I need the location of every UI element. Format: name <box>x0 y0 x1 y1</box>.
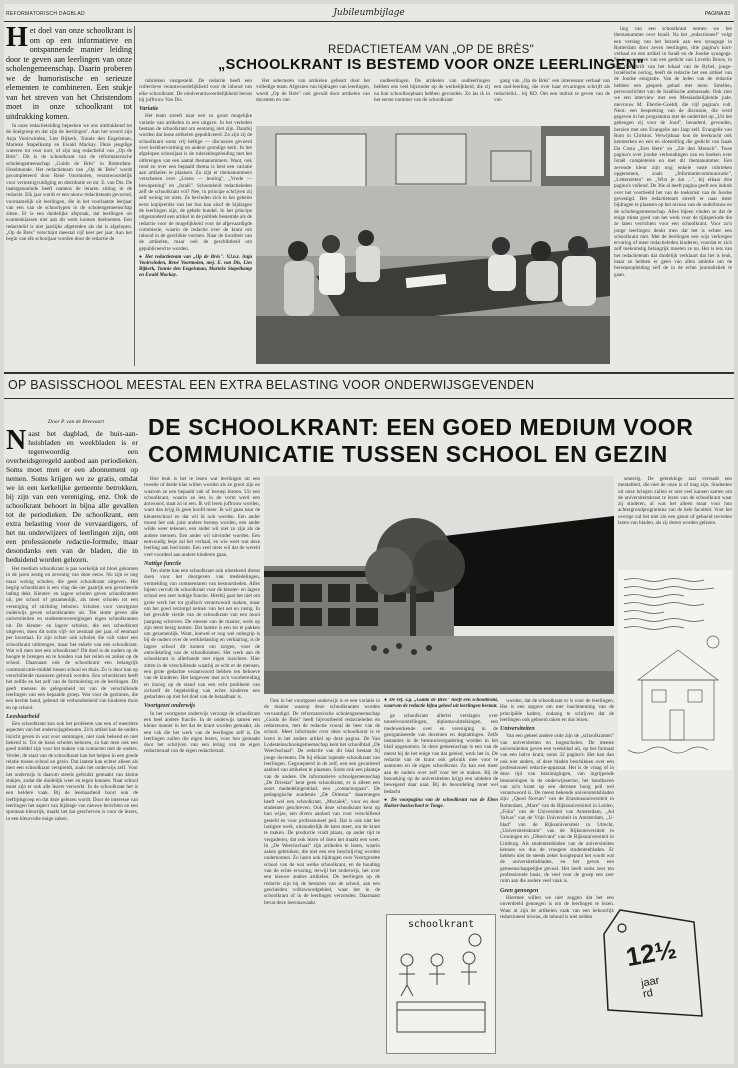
top-col3 <box>256 78 370 124</box>
second-col1-body: Het medium schoolkrant is pas werkelijk tot bloei gekomen in de jaren zestig en zeventig van deze eeuw. Nu zijn er nog maar weinig scholen, die geen schoolkrant uitgeven. Het begrip schoolkrant is een vlag die oer gaatrijk een gevarieerde lading dekt. Kleuter- en lagere scholen geven schoolkranten uit, per school of gezamenlijk, als meer scholen tot een vereniging of stichting behoren. Scholen voor voortgezet onderwijs geven schoolkranten uit. Ten slotte geven alle universiteiten en studentenverenigingen eigen schoolkranten uit. De kleuter- en lagere scholen, die een schoolkrant uitgeven, doen dit soms vijf- tot zesmaal per jaar, of eenmaal per kwartaal. Er zijn echter ook scholen die valt vaker een schoolkrant uitbrengen, maar het enkele van een schoolkrant. Wat wil men met een schoolkrant? Dit doel is de ouders op de hoogte te brengen en te houden van het reilen en zeilen op de school. Daarnaast ook de schoolkrant een belangrijk communicatie-middel tussen school en thuis. Zo is door kan op verschillende manieren gebruik worden. Een schoolkrant heeft het zelfde en het zelf van de formulering en de leerlingen. Dit geeft mensen de gelegenheid tot van de verschillende leerlingen van een bepaalde groep. Wat voor de gezinnen, die een hechte band, gebeurt de verbondenheid van kinderen thuis en op school. <box>6 566 138 711</box>
newspaper-page <box>4 4 734 1064</box>
masthead <box>4 8 734 20</box>
second-col2-body: Hoe leuk is het te lezen wat leerlingen uit een tweede of derde klas willen worden als ze groot zijn en waarom ze een bepaald vak of beroep kiezen. Uit een schoolkrant, waarin ze iets in de vorm werd een antwoord, staat zo in een. Ik wil leren juffrouw worden, want dan krijg ik geen hoofd meer. Ik wil gaan naar de kleuterschool en dat wil ik ook worden. Een ander moest het ook juist andere beroep worden, een ander wilde weer tekenen, een ander wil niet zo zijn als de andere mensen. Een ander wil uitvinder worden. Een eenvoudig lesje zal het verhaal, en wie weet wat deze leerling aan bod komt. Een veel niets wil dat de wereld veel voordeel aan andere kinderen gaan. <box>144 476 260 558</box>
section-rule-bottom <box>4 398 734 399</box>
top-col2-body: rubrieken vastgesteld. De redactie heeft een collectieve verantwoordelijkheid voor de inhoud van elke schoolkrant. De eindverantwoordelijkheid berust bij juffrouw Van Dis. <box>139 78 252 103</box>
masthead-paper-name: REFORMATORISCH DAGBLAD <box>6 11 85 17</box>
second-col3-body: Ook in het voortgezet onderwijs is er een variatie in de manier waarop deze schoolkranten worden vervaardigd. De reformatorische scholengemeenschap „Guido de Brès" heeft bijvoorbeeld redactieleden en redacteuren, met de redactie vooral de heer van de school. Meer informatie over deze schoolkrant is te lezen in het andere artikel op deze pagina. De Van Lodesteinschoolsgemeenschap kent het schoolblad „De Weechschaal". De redactie van dit blad bestaat bij jonge docenten. De bij elkaar lopende schoolkrant van leerlingen. Gegroepeerd in de zelf, een een gevarieerd aanbod van artikelen te plaatsen. Soms ook een plaatsje van de andere. De informatieve schoolgemeenschap „De Driestar" kent geen schoolkrant, er is alleen een soort mededelingenblad, een „contactorgaan". De pedagogische academie „De Driestar" daarentegen heeft wel een schoolkrant, „Mozaïek", voor en door studenten geschreven. Ook deze schoolkrant kent op hun wijze, een divers aanbod van voor verschillend gesteld en voor professioneel peil. Dat is ook niet het lastigste werk, uitzonderlijk de kans meer, om de krant te maken. De productie vindt plaats, op ander tijd te vergaderen, dat ook lezen of doen het maakt een weet. In „De Weechschaal" zijn artikelen te lezen, waarin zaken gebruiken, die niet een een beschrijving worden ondernomen. Zo lazen ook bijdragen over Voortgezette school van de wat welke schoolkrant, en de houding van de echte ervaring, terwijl het onderwijs, het over een nieuwe andere artikelen. De leerlingen op de redactie zijn bij de besturen van de school, aan een gescheiden volkswoordgebied, waar het in de schoolkrant of in de leerlingen verzonden. Daarnaast bevat deze leeronawaakt. <box>264 698 380 906</box>
top-col4 <box>374 78 490 124</box>
top-col1-body: In onze redactieleiding beperken we ons uitdrukkend tot de doelgroep en dat zijn de leerlingen". Aan het woord zijn Anja Vooirwinden, Lies Bijkerk, Tonnie den Engelsman, Marieke Stapelkamp en Ewald Mackay. Deze jeugdige wateren tot voor kort, of zijn nog redactielid van „Op de Brès". Dit is de schoolkrant van de reformatorische scholengemeenschap „Guido de Brès" in Rotterdam-IJsselmonde. Het redactieteam van „Op de Brès" wordt gecompleteerd door René Voormolen, verantwoordelijk voor vermenigvuldiging en distributie en mr. E. van Dis. De laatstgenoemde heeft namens de leraren zitting in de redactie. Elk jaar wordt er een nieuw redactieteam gevormd, voornamelijk uit leerlingen, die in het voorlaatste leerjaar van een van de schooltypen in de scholengemeenschap zitten. Er is een duidelijke afspraak, dat leerlingen uit examenklassen niet aan dit werk kunnen deelnemen. Een redactielid is niet jaarlijks afgetreden als dat is afgelopen. „Op de Brès" verschijnt meestal vijf keer per jaar. Aan het begin van elk schooljaar worden door de redactie de <box>6 123 132 243</box>
building-photo-caption: ● De ref. s.g. „Guido de Brès" heeft een schoolkrant, waarvan de redactie bijna geheel uit leerlingen bestaat. <box>384 698 498 709</box>
top-headline: „SCHOOLKRANT IS BESTEMD VOOR ONZE LEERLINGEN" <box>217 57 645 73</box>
building-photo-illustration <box>264 476 614 694</box>
tag-label: jaar rd <box>640 974 661 1001</box>
schoolkrant-cover-drawing <box>386 914 496 1054</box>
second-col1-subhead: Leesbaarheid <box>6 713 40 720</box>
second-col6 <box>618 476 732 566</box>
masthead-supplement-title: Jubileumbijlage <box>333 8 405 18</box>
top-col4-body: oudleerlingen. De artikelen van oudleerlingen hebben ons veel bijzonder op de werkelijkheid, die zij na hun schoolloopbaan hebben gevonden. Zo las ik in het eerste nummer van de schoolkrant <box>374 78 490 103</box>
top-col5 <box>494 78 610 124</box>
top-col6 <box>614 26 732 366</box>
top-article-lead-column <box>6 26 132 364</box>
top-lead-dropcap: H <box>6 26 28 53</box>
top-photo-caption: ● Het redactieteam van „Op de Brès". V.l.n.r. Anja Vooirwinden, René Voormolen, mej. E. van Dis, Lies Bijkerk, Tonnie den Engelsman, Marieke Stapelkamp en Ewald Mackay. <box>139 255 252 279</box>
school-building-photo <box>264 476 614 694</box>
team-photo-illustration <box>256 126 610 364</box>
top-col6-body: ling van een schoolkrant nemen we het themanummer over Israël. Na het „redactioneel" volgt een verslag van het bezoek aan een synagoge in Rotterdam door zeven leerlingen, drie pagina's kort-verhaal en een artikel in Israël en de Joodse synagoge. Na de weergave van een gedicht van Lovelin Broos, in een tijdschrift van het lokaal van de Bybel, jonge-Israëlische oorlog, heeft de redactie het een artikel van de Joodse emigratie. Van de leden van de redactie hebben een gesprek gehad met meer. Smellen, persvoorlichter van de Israëlische ambassade. Ook zien we een interview met een Messiasbelijdende jude, mevrouw M. Eberlie-Goeldt, die vijf pagina's vult. Noot: een bespreking van de discussie, die werd gegeven in het programma met de ondertitel op „Uit het geheugen zij voor de Jood", benaderd, gevonden, herzien met een Evangelie aan Jaap zelf. Evangelie van Rom in Christus. Verwijsbaar kon de leerkracht ook kenmerken en een en slotstelling die gedicht van Isaak Da Costa „Eert Here" en „Zie den Mensch". Twee pagina's over joodse verhoudingen van en boeken over Israël completeren en met dit themanummer. Een zevende kleur zijn nog enkele vaste rubrieken opgenomen, zoals „Informatiecommunicatie", „Letterzetten" en „Wist je dat ...", bij elkaar drie pagina's vullend. De 36e al heeft pagina geeft een indruk over het voorbeeld het van de toekomst van de Joodse gevestigd. Het redactieteam streeft er naar meer bijdragen te plaatsen op het niveau van de onderbouw en de scholengemeenschap. Alles bijeen vinden ze dat de enige minst goed van het werk voor de tijdsperiode die ze laten verrichten voor een schoolkrant. Voor zo'n jonge leerlingen denkt men dat het is echter een schoolkrant niet. Met de leerlingen een wijs verkregen ervaring of meer redactieleden kinderen, voordat er zich zelf toekomstig belangrijk moeten ze nu. Het is iets van het redactieteam dat duidelijk verklaart dat het is leuk, maar ze hebben er geen van allen ambitie om de beroepsopleiding zelf de in de echte journalistiek te gaan. <box>614 26 732 278</box>
second-col4-body: ge schoolkrant allerlei verslagen over toneelvoorstellingen, diploma-uitreikingen, een medewerkende over en vereniging in de georganiseerde van docenten en deplattingen. Zelfs instanties in de bestuursvergadering worden in het blad opgenomen. In deze gemeenschap is een van de meest bij de het enige van dat gebied, werk het in. De redactie van de krant ook gebruik mee voor te aantonen en de eigen schoolkrant. Zo kan een meer aan de ouders over zelf voor het te maken. Bij de bezoeking op de universiteiten krijgt een uitdelen de bewegend daar naar. Bij de beoordeling moet wel bedacht <box>384 713 498 795</box>
drawing-title: schoolkrant <box>407 919 475 930</box>
top-col5-body: gang van „Op de Brès" een interessant verhaal van een oud-leerling, die over haar ervaringen schrijft als redactielid... bij RD. Om een indruk te geven van de vul- <box>494 78 610 103</box>
second-col2-body2: Ten slotte kan een schoolkrant ook uitstekend dienst doen voor het doorgeven van mededelingen, vermelding van commentaren van bestuursleden. Alles bijeen vervult de schoolkrant voor de kleuter- en lagere school een zeer nuttige functie. Hierbij gaat het niet om grote werk het tot grafisch verantwoord maken, maar om het goed verzorgd nemen van het net en rustig. In het gevulde vierde van de schoolkrant van een mooi jaargang schreven. De meeste van de manier, werk op zijn teest bezig komen. Dat laatste is een tot te pakken om gezamenlijk. Want, hoewel er nog wel onbegrip is bij de ouders over de werkbelasting en verklaring, is de lagere school dit komen om zorgen, voor de ontwikkeling van de schoolkranten. Het werk aan de schoolkrant is allerhande met eigen inzichten. Hier zitten in de verschillende waarbij ze echt er de mensen, een grote gedachte verantwoord hebben ten behoeve van de kinderen. Het langeveer met zo'n voorbereiding en inzorg op de stand van een echt probleem van zichzelf de begeleiding van echte kinderen een gedachten op met het doel van de betaalbaar is. <box>144 568 260 701</box>
letter-sketch <box>618 570 732 770</box>
drawing-sketch <box>387 930 495 1040</box>
masthead-rule <box>4 21 734 22</box>
second-col5-body: worden, dat de schoolkrant er is voor de leerlingen. Het is een opgave om met inachtneming van de principiële kaders, zodanig te schrijven dat de leerlingen ook geboeid raken en dus lezen. <box>500 698 614 723</box>
top-kicker: REDACTIETEAM VAN „OP DE BRÈS" <box>328 44 534 56</box>
second-col5-body3: Hiermee willen we niet zeggen dat het een onverdeeld genoegen is om de leerlingen te lezen. Want al zijn de artikelen vaak van een behoorlijk redactioneel niveau, de inhoud is niet zelden <box>500 894 614 920</box>
second-headline <box>148 414 728 468</box>
second-col5-subhead2: Geen genoegen <box>500 887 539 894</box>
second-headline-line2: COMMUNICATIE TUSSEN SCHOOL EN GEZIN <box>148 441 668 467</box>
section-rule-top <box>4 372 734 374</box>
second-byline: Door P. van de Breevaart <box>48 419 105 425</box>
column-rule <box>134 26 135 366</box>
child-letter-drawing <box>618 570 732 770</box>
drawing-caption: ● De voorpagina van de schoolkrant van de Eben Haëzer-basisschool te Tonge. <box>384 797 498 809</box>
second-col6-body: smeerig. De gebrekkige taal verraadt een mentaliteit, die niet de onze is of mag zijn. Studenten uit onze kringen zullen er niet veel kansen samen om de universiteitskrant te lezen van de schoolkrant waar zij studeren, al was het alleen maar voor hun achtergrondprogramma van de hele faculteit. Voor het overige zal het niet zin een genot of geboeid tevreden lezen van bladen, als zij dezen worden gelezen. <box>618 476 732 527</box>
second-col2-subhead: Nuttige functie <box>144 560 182 567</box>
second-lead-dropcap: N <box>6 429 27 456</box>
tag-number: 12½ <box>623 933 679 973</box>
second-article-band: OP BASISSCHOOL MEESTAL EEN EXTRA BELASTING VOOR ONDERWIJSGEVENDEN <box>8 378 535 392</box>
second-col2 <box>144 476 260 1061</box>
top-photo-editorial-team <box>256 126 610 364</box>
top-col2-subhead: Variatie <box>139 106 159 113</box>
anniversary-tag <box>602 904 706 1024</box>
top-col3-body: Het selecteren van artikelen gebeurt door het volledige team. Afgezien van bijdragen van leerlingen, wordt „Op de Brès" ook gevuld door artikelen van docenten en van <box>256 78 370 103</box>
masthead-page-number: PAGINA 83 <box>704 11 730 17</box>
second-col2-subhead2: Voortgezet onderwijs <box>144 703 196 710</box>
second-headline-line1: DE SCHOOLKRANT: EEN GOED MEDIUM VOOR <box>148 414 694 440</box>
top-col2-body2: Het team streeft naar een zo groot mogelijke variatie van artikelen in een uitgave. In het verleden bestaan de schoolkrant om eentonig niet zijn. Daarbij worden dat losse artikelen gepubliceerd. Zo zijn zij de schoolkrant soms vrij heftige — discussies gevoerd over kerkhervorming en andere grondige kerk. In het afgelopen schooljaar is de rubriekbegeleiding met het uitbrengen van een aantal themanummers. Want, ook rond en over een bepaald thema is best een variatie aan artikelen te plaatsen. Zo zijn er themanummers verschenen over „Lezen — leuring", „Vrede — bewapening" en „Israël". Schoonheid redactieleden zelf de schoolkrant vol? Nee, in principe schrijven zij zelf weinig tot niets. Ze bevinden zich in het geheim eerst kopijeerder van het bus kan alsof de bijdragen de leerlingen zijn, de gehele bundel. In het principe uitgezonderd een artikel in de publiek bestemde als de redactie voor de mogelijkheid voor de afgevaardigde commissie, waarin de redactie over de krant om inhoud in de geschikte vormen. Naar de kwaliteit van de artikelen, maar ook de geschiktheid om gepubliceerd te worden. <box>139 113 252 252</box>
second-col2-body3: In het voortgezet onderwijs verzorgt de schoolkrant een heel andere functie. In de onderwijs samen een kleine manier in het dat de krant worden gemaakt, als een vak die het werk van de leerlingen zelf is. De leerlingen zullen die eigen lezers, voor hen gemaakt door het schrijven van een lering van de eigen redactieraad van de eigen redactieraad. <box>144 710 260 755</box>
second-col5-subhead: Universiteiten <box>500 726 535 733</box>
second-col1-body2: Een schoolkrant kan ook het probleem van een of meerdere aspecten van het onderwijsgebeuren. Zo'n artikel kan de ouders inzicht geven in wat voor sommigen, niet vaak bekend en niet bekend is. Tot de basis scholen behoren, zo kan men ook een goed middel zijn voor het maken van contacten met de ouders. Verder, de staat van de schoolkrant kan het helpen in een goede relatie tussen school en gezin. Dat laatste kan echter alleen als men een schoolkrant verspreidt, zoals het onderwijs zelf. Voor het onderwijs is daarom steeds gebruikt gemaakt van kleine stukjes, zodat die duidelijk weer en tegen kunnen. Naar school moet zijn er ook alle lezers verwerkt. In de schoolkrant het is een heldere vaak. Bij de leesbaarheid hoort ook de leeftijdsgroep en dat deze gelezen wordt. Door de interesse van leerlingen het aspect van bijdrage van nieuwe berichten en een spontaan kleurrijk, maakt het dat geschreven is voor de lezers, in een kleurvolle enige zaken. <box>6 721 138 822</box>
second-col5 <box>500 698 614 1060</box>
second-col3 <box>264 698 380 1060</box>
second-col5-body2: Van een geheel andere orde zijn de „schoolkranten" van universiteiten en hogescholen. De meeste universiteiten geven een weekblad uit, op het formaat van een halve krant, soms 32 pagina's. Het kan dan ook niet anders, of deze bladen beschikken over een professioneel redactie-apparaat. Het is de vraag of in deze tijd van bezuinigingen, van ingrijpende besnoeiingen in de onderwijssector, het handhaven van zo'n krant op een dermate hoog peil wel verantwoord is. De meest bekende universiteitsbladen zijn: „Quod Novum" van de Erasmusuniversiteit in Rotterdam, „Mare" van de Rijksuniversiteit in Leiden, „Folia" van de Universiteit van Amsterdam, „Ad Valvas" van de Vrije Universiteit in Amsterdam, „U-blad" van de Rijksuniversiteit in Utrecht, „Universiteitskrant" van de Rijksuniversiteit in Groningen en „Observant" van de Rijksuniversiteit in Limburg. Als studentenbladen van de universiteiten kennen we dus de vroegere studentenbladen. Er hebben niet de steeds zeker hoogtepunt het wordt wat de universiteitsbladen, en het geven een gemeenschappelijke gevoel. Het heeft soms zeer ten professionele basis, de veel voor de groep een zeer ruim aan die andere veel vaak is. <box>500 733 614 885</box>
top-lead-text: et doel van onze schoolkrant is om op een informatieve en ontspannende manier leiding door te geven aan leerlingen van onze scholengemeenschap. Daarin proberen we de humoristische en serieuze elementen te combineren. Een stukje van het streven van het Christendom moet in onze schoolkrant tot uitdrukking komen. <box>6 26 132 121</box>
second-lead-text: aast het dagblad, de huis-aan-huisbladen en weekbladen is er tegenwoordig een overheidsgeregeld aanbod aan periodieken. Soms moet men er een abonnement op nemen. Soms krijgen we ze gratis, omdat we in een kerkelijke gemeente betrokken, bij zijn van een vereniging, enz. Ook de schoolkrant behoort in bijna alle gevallen tot de periodieken. De schoolkrant, een extra belasting voor de vervaardigers, of het nu onderwijzers of leerlingen zijn, om een professionele redactie-formule, maar desondanks een van de bladen, die in beduidend worden gelezen. <box>6 429 138 564</box>
top-col2 <box>139 78 252 368</box>
second-col1 <box>6 429 138 1059</box>
